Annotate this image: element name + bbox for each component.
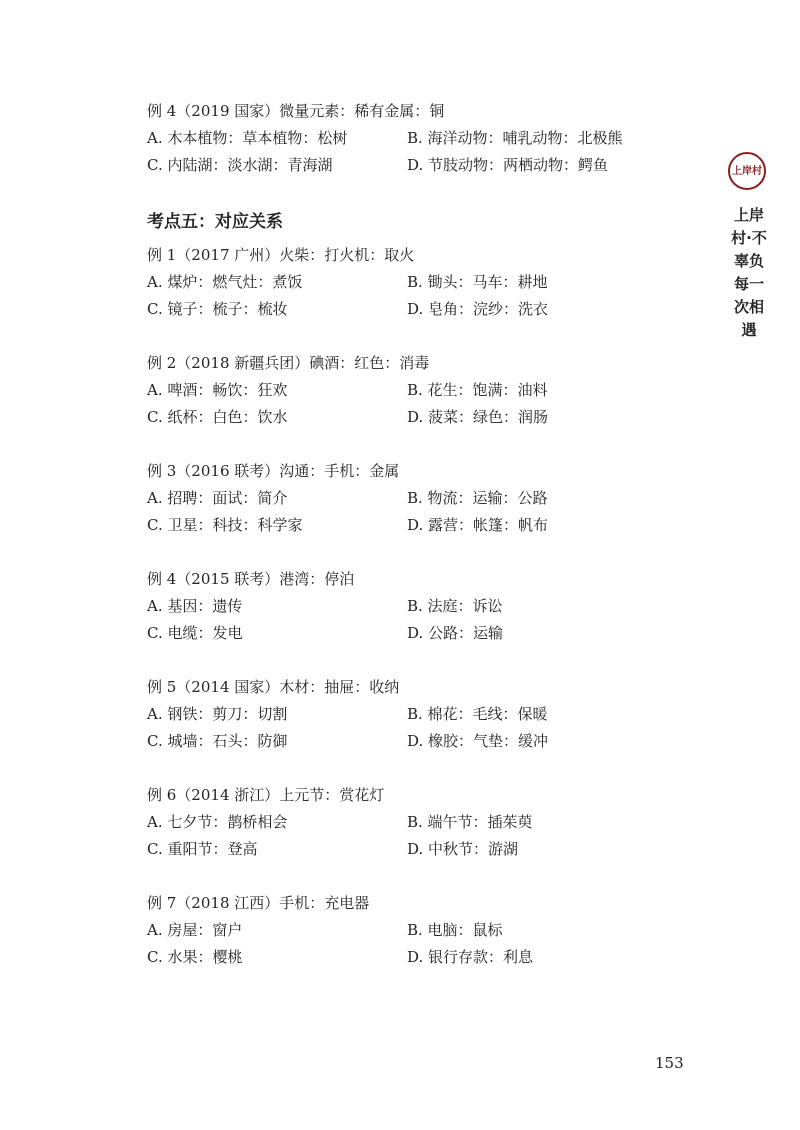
question-block <box>147 242 707 323</box>
sidebar-slogan: 上岸村·不辜负每一次相遇 <box>731 206 767 339</box>
option-b: B. 物流：运输：公路 <box>407 489 548 507</box>
option-c: C. 镜子：梳子：梳妆 <box>147 300 288 318</box>
option-d: D. 银行存款：利息 <box>407 948 534 966</box>
option-a: A. 煤炉：燃气灶：煮饭 <box>147 273 303 291</box>
question-title: 例 1（2017 广州）火柴：打火机：取火 <box>147 246 415 264</box>
options-grid <box>147 701 707 755</box>
option-a: A. 七夕节：鹊桥相会 <box>147 813 288 831</box>
option-a: A. 啤酒：畅饮：狂欢 <box>147 381 288 399</box>
option-a: A. 房屋：窗户 <box>147 921 243 939</box>
seal-logo-icon <box>728 152 766 190</box>
question-block <box>147 782 707 863</box>
options-grid <box>147 377 707 431</box>
option-b: B. 海洋动物：哺乳动物：北极熊 <box>407 129 623 147</box>
option-a: A. 招聘：面试：简介 <box>147 489 288 507</box>
seal-text: 上岸村 <box>732 165 762 177</box>
question-block <box>147 98 707 179</box>
question-title: 例 3（2016 联考）沟通：手机：金属 <box>147 462 400 480</box>
option-c: C. 卫星：科技：科学家 <box>147 516 303 534</box>
question-title: 例 6（2014 浙江）上元节：赏花灯 <box>147 786 385 804</box>
question-title: 例 4（2019 国家）微量元素：稀有金属：铜 <box>147 102 445 120</box>
option-c: C. 纸杯：白色：饮水 <box>147 408 288 426</box>
option-b: B. 电脑：鼠标 <box>407 921 503 939</box>
option-d: D. 节肢动物：两栖动物：鳄鱼 <box>407 156 609 174</box>
option-b: B. 棉花：毛线：保暖 <box>407 705 548 723</box>
option-d: D. 橡胶：气垫：缓冲 <box>407 732 549 750</box>
question-block <box>147 890 707 971</box>
option-a: A. 木本植物：草本植物：松树 <box>147 129 348 147</box>
option-d: D. 露营：帐篷：帆布 <box>407 516 549 534</box>
options-grid <box>147 269 707 323</box>
question-block <box>147 350 707 431</box>
question-block <box>147 566 707 647</box>
option-d: D. 公路：运输 <box>407 624 504 642</box>
options-grid <box>147 485 707 539</box>
option-d: D. 菠菜：绿色：润肠 <box>407 408 549 426</box>
page-number: 153 <box>655 1054 684 1072</box>
main-content <box>147 98 707 998</box>
option-c: C. 重阳节：登高 <box>147 840 258 858</box>
option-a: A. 基因：遗传 <box>147 597 243 615</box>
options-grid <box>147 917 707 971</box>
option-b: B. 锄头：马车：耕地 <box>407 273 548 291</box>
question-block <box>147 458 707 539</box>
option-c: C. 城墙：石头：防御 <box>147 732 288 750</box>
option-d: D. 中秋节：游湖 <box>407 840 519 858</box>
question-title: 例 2（2018 新疆兵团）碘酒：红色：消毒 <box>147 354 430 372</box>
section-heading: 考点五：对应关系 <box>147 212 283 232</box>
question-title: 例 7（2018 江西）手机：充电器 <box>147 894 370 912</box>
options-grid <box>147 809 707 863</box>
option-c: C. 水果：樱桃 <box>147 948 243 966</box>
option-c: C. 电缆：发电 <box>147 624 243 642</box>
question-title: 例 4（2015 联考）港湾：停泊 <box>147 570 355 588</box>
sidebar <box>727 152 771 342</box>
option-a: A. 钢铁：剪刀：切割 <box>147 705 288 723</box>
option-c: C. 内陆湖：淡水湖：青海湖 <box>147 156 333 174</box>
options-grid <box>147 593 707 647</box>
options-grid <box>147 125 707 179</box>
option-b: B. 端午节：插茱萸 <box>407 813 533 831</box>
option-b: B. 法庭：诉讼 <box>407 597 503 615</box>
option-b: B. 花生：饱满：油料 <box>407 381 548 399</box>
option-d: D. 皂角：浣纱：洗衣 <box>407 300 549 318</box>
question-title: 例 5（2014 国家）木材：抽屉：收纳 <box>147 678 400 696</box>
question-block <box>147 674 707 755</box>
